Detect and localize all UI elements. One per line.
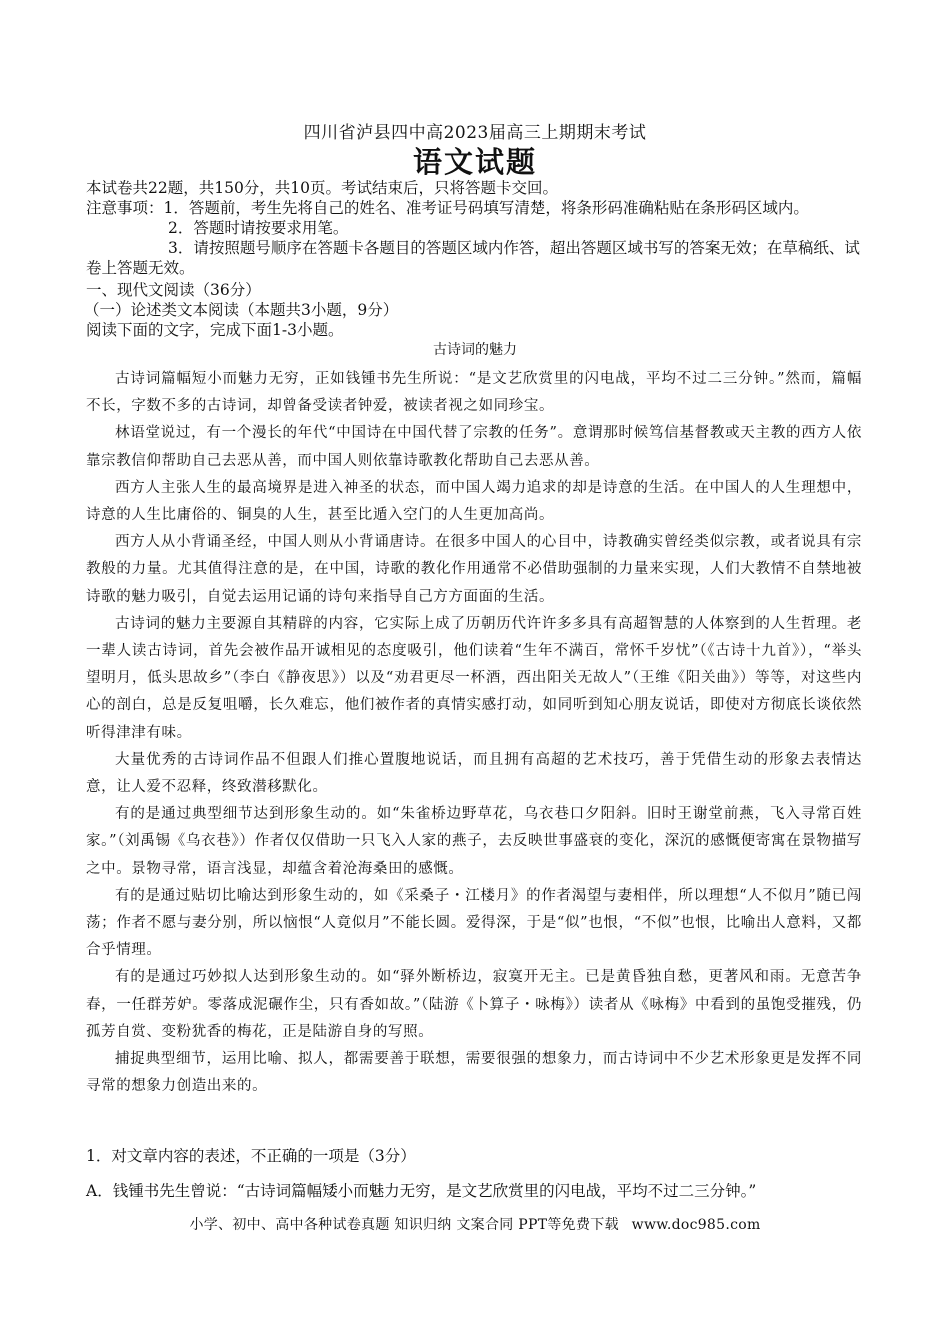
- article-paragraph: 古诗词的魅力主要源自其精辟的内容，它实际上成了历朝历代许许多多具有高超智慧的人体察到的人生哲理。老一辈人读古诗词，首先会被作品开诚相见的态度吸引，他们读着“生年不满百，常怀千岁忧”（《古诗十九首》），“举头望明月，低头思故乡”（李白《静夜思》）以及“劝君更尽一杯酒，西出阳关无故人”（王维《阳关曲》）等等，对这些内心的剖白，总是反复咀嚼，长久难忘，他们被作者的真情实感打动，如同听到知心朋友说话，即使对方彻底长谈依然听得津津有味。: [86, 615, 862, 741]
- instruction-note-3: 3．请按照题号顺序在答题卡各题目的答题区域内作答，超出答题区域书写的答案无效；在草稿纸、试卷上答题无效。: [86, 239, 860, 277]
- article-paragraph: 西方人从小背诵圣经，中国人则从小背诵唐诗。在很多中国人的心目中，诗教确实曾经类似宗教，或者说具有宗教般的力量。尤其值得注意的是，在中国，诗歌的教化作用通常不必借助强制的力量来实现，人们大教情不自禁地被诗歌的魅力吸引，自觉去运用记诵的诗句来指导自己方方面面的生活。: [86, 534, 862, 605]
- article-paragraph: 捕捉典型细节，运用比喻、拟人，都需要善于联想，需要很强的想象力，而古诗词中不少艺术形象更是发挥不同寻常的想象力创造出来的。: [86, 1051, 862, 1095]
- section-subheading: （一）论述类文本阅读（本题共3小题，9分）: [84, 301, 399, 319]
- exam-summary: 本试卷共22题，共150分，共10页。考试结束后，只将答题卡交回。: [86, 179, 559, 197]
- article-paragraph: 林语堂说过，有一个漫长的年代“中国诗在中国代替了宗教的任务”。意谓那时候笃信基督教或天主教的西方人依靠宗教信仰帮助自己去恶从善，而中国人则依靠诗歌教化帮助自己去恶从善。: [86, 425, 862, 469]
- section-heading: 一、现代文阅读（36分）: [86, 281, 261, 299]
- article-paragraph: 西方人主张人生的最高境界是进入神圣的状态，而中国人竭力追求的却是诗意的生活。在中国人的人生理想中，诗意的人生比庸俗的、铜臭的人生，甚至比遁入空门的人生更加高尚。: [86, 479, 862, 524]
- exam-title: 四川省泸县四中高2023届高三上期期末考试: [303, 123, 647, 143]
- article-paragraph: 古诗词篇幅短小而魅力无穷，正如钱锺书先生所说：“是文艺欣赏里的闪电战，平均不过二三分钟。”然而，篇幅不长，字数不多的古诗词，却曾备受读者钟爱，被读者视之如同珍宝。: [86, 371, 862, 415]
- article-paragraph: 有的是通过贴切比喻达到形象生动的，如《采桑子・江楼月》的作者渴望与妻相伴，所以理想“人不似月”随已闯荡；作者不愿与妻分别，所以恼恨“人竟似月”不能长圆。爱得深，于是“似”也恨，“不似”也恨，比喻出人意料，又都合乎情理。: [86, 887, 862, 959]
- footer-url[interactable]: www.doc985.com: [631, 1217, 761, 1233]
- question-1-option-a: A．钱锺书先生曾说：“古诗词篇幅矮小而魅力无穷，是文艺欣赏里的闪电战，平均不过二三分钟。”: [86, 1182, 757, 1200]
- reading-direction: 阅读下面的文字，完成下面1-3小题。: [86, 321, 344, 339]
- page-footer: [0, 1214, 950, 1234]
- article-paragraph: 大量优秀的古诗词作品不但跟人们推心置腹地说话，而且拥有高超的艺术技巧，善于凭借生动的形象去表情达意，让人爱不忍释，终致潜移默化。: [86, 751, 862, 796]
- instruction-note-1: 注意事项：1．答题前，考生先将自己的姓名、准考证号码填写清楚，将条形码准确粘贴在条形码区域内。: [86, 199, 809, 217]
- article-paragraph: 有的是通过巧妙拟人达到形象生动的。如“驿外断桥边，寂寞开无主。已是黄昏独自愁，更著风和雨。无意苦争春，一任群芳妒。零落成泥碾作尘，只有香如故。”（陆游《卜算子・咏梅》）读者从《咏梅》中看到的虽饱受摧残，仍孤芳自赏、变粉犹香的梅花，正是陆游自身的写照。: [86, 969, 862, 1040]
- article-body: [86, 366, 862, 1100]
- question-1-stem: 1．对文章内容的表述，不正确的一项是（3分）: [86, 1147, 416, 1165]
- subject-title: 语文试题: [412, 145, 537, 179]
- footer-text: 小学、初中、高中各种试卷真题 知识归纳 文案合同 PPT等免费下载: [189, 1217, 619, 1233]
- article-title: 古诗词的魅力: [433, 342, 517, 358]
- article-paragraph: 有的是通过典型细节达到形象生动的。如“朱雀桥边野草花，乌衣巷口夕阳斜。旧时王谢堂前燕，飞入寻常百姓家。”（刘禹锡《乌衣巷》）作者仅仅借助一只飞入人家的燕子，去反映世事盛衰的变化，深沉的感慨便寄寓在景物描写之中。景物寻常，语言浅显，却蕴含着沧海桑田的感慨。: [86, 806, 862, 877]
- instruction-note-2: 2．答题时请按要求用笔。: [168, 219, 349, 237]
